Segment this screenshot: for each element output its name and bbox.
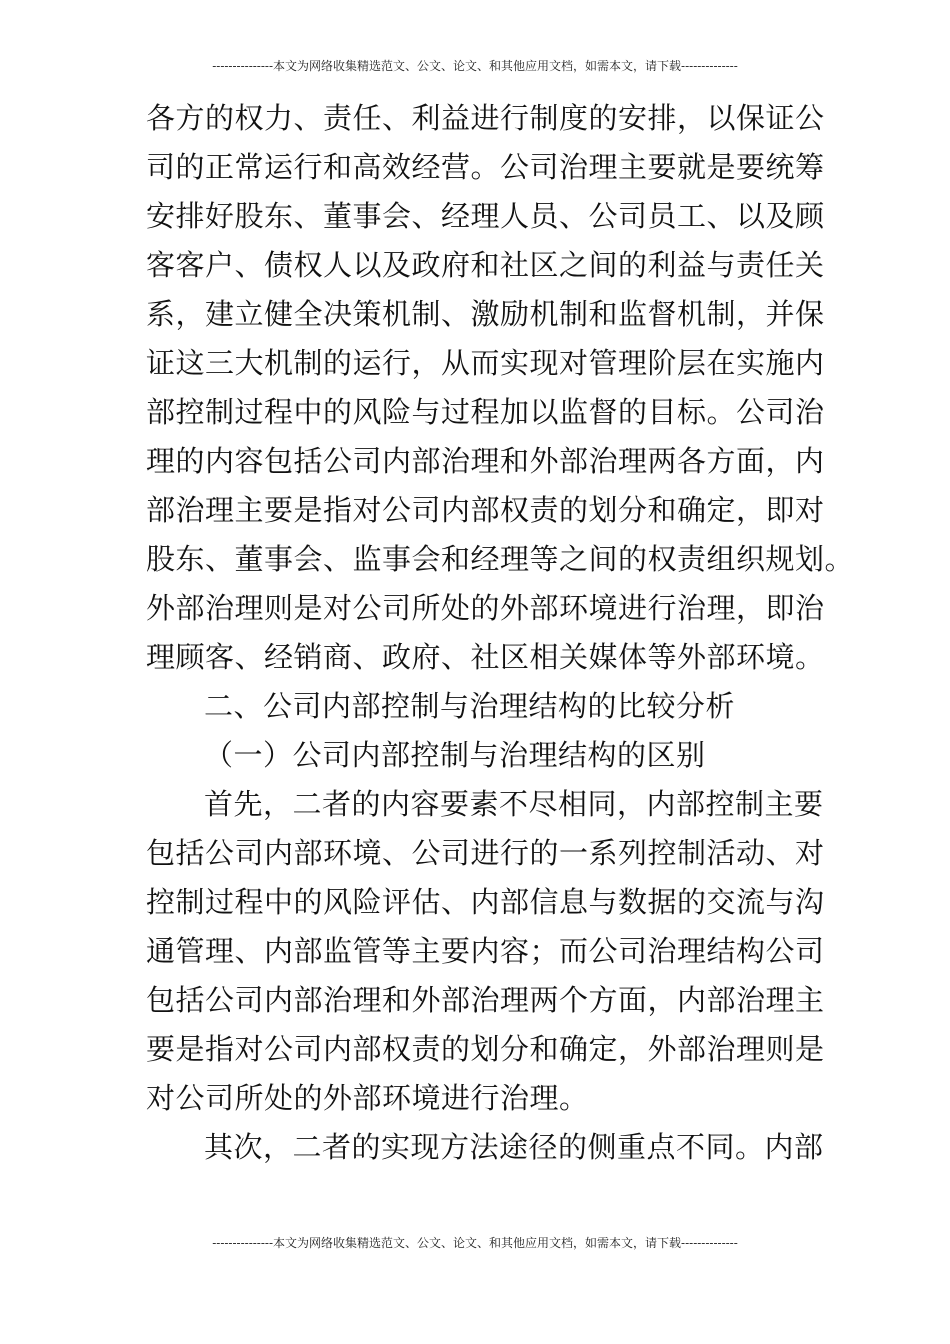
body-line: 控制过程中的风险评估、内部信息与数据的交流与沟 [146,885,825,919]
body-line: 股东、董事会、监事会和经理等之间的权责组织规划。 [146,542,855,576]
body-line: 包括公司内部环境、公司进行的一系列控制活动、对 [146,836,825,870]
paragraph-first-line: 首先，二者的内容要素不尽相同，内部控制主要 [204,787,824,821]
page-footer-note: ---------------本文为网络收集精选范文、公文、论文、和其他应用文档，如需本文，请下载-------------- [212,1236,738,1250]
body-line: 理的内容包括公司内部治理和外部治理两各方面，内 [146,444,825,478]
body-line: 对公司所处的外部环境进行治理。 [146,1081,589,1115]
body-line: 外部治理则是对公司所处的外部环境进行治理，即治 [146,591,825,625]
page-header-note: ---------------本文为网络收集精选范文、公文、论文、和其他应用文档，如需本文，请下载-------------- [212,59,738,73]
body-line: 要是指对公司内部权责的划分和确定，外部治理则是 [146,1032,825,1066]
body-line: 各方的权力、责任、利益进行制度的安排，以保证公 [146,101,825,135]
paragraph-first-line: 其次，二者的实现方法途径的侧重点不同。内部 [204,1130,824,1164]
body-line: 司的正常运行和高效经营。公司治理主要就是要统筹 [146,150,825,184]
body-line: 理顾客、经销商、政府、社区相关媒体等外部环境。 [146,640,825,674]
body-line: 系，建立健全决策机制、激励机制和监督机制，并保 [146,297,825,331]
body-line: 部治理主要是指对公司内部权责的划分和确定，即对 [146,493,825,527]
body-line: 部控制过程中的风险与过程加以监督的目标。公司治 [146,395,825,429]
document-body [146,94,855,1172]
section-heading: 二、公司内部控制与治理结构的比较分析 [204,689,736,723]
body-line: 客客户、债权人以及政府和社区之间的利益与责任关 [146,248,825,282]
subsection-heading: （一）公司内部控制与治理结构的区别 [204,738,706,772]
body-line: 安排好股东、董事会、经理人员、公司员工、以及顾 [146,199,825,233]
body-line: 包括公司内部治理和外部治理两个方面，内部治理主 [146,983,825,1017]
body-line: 证这三大机制的运行，从而实现对管理阶层在实施内 [146,346,825,380]
body-line: 通管理、内部监管等主要内容；而公司治理结构公司 [146,934,825,968]
